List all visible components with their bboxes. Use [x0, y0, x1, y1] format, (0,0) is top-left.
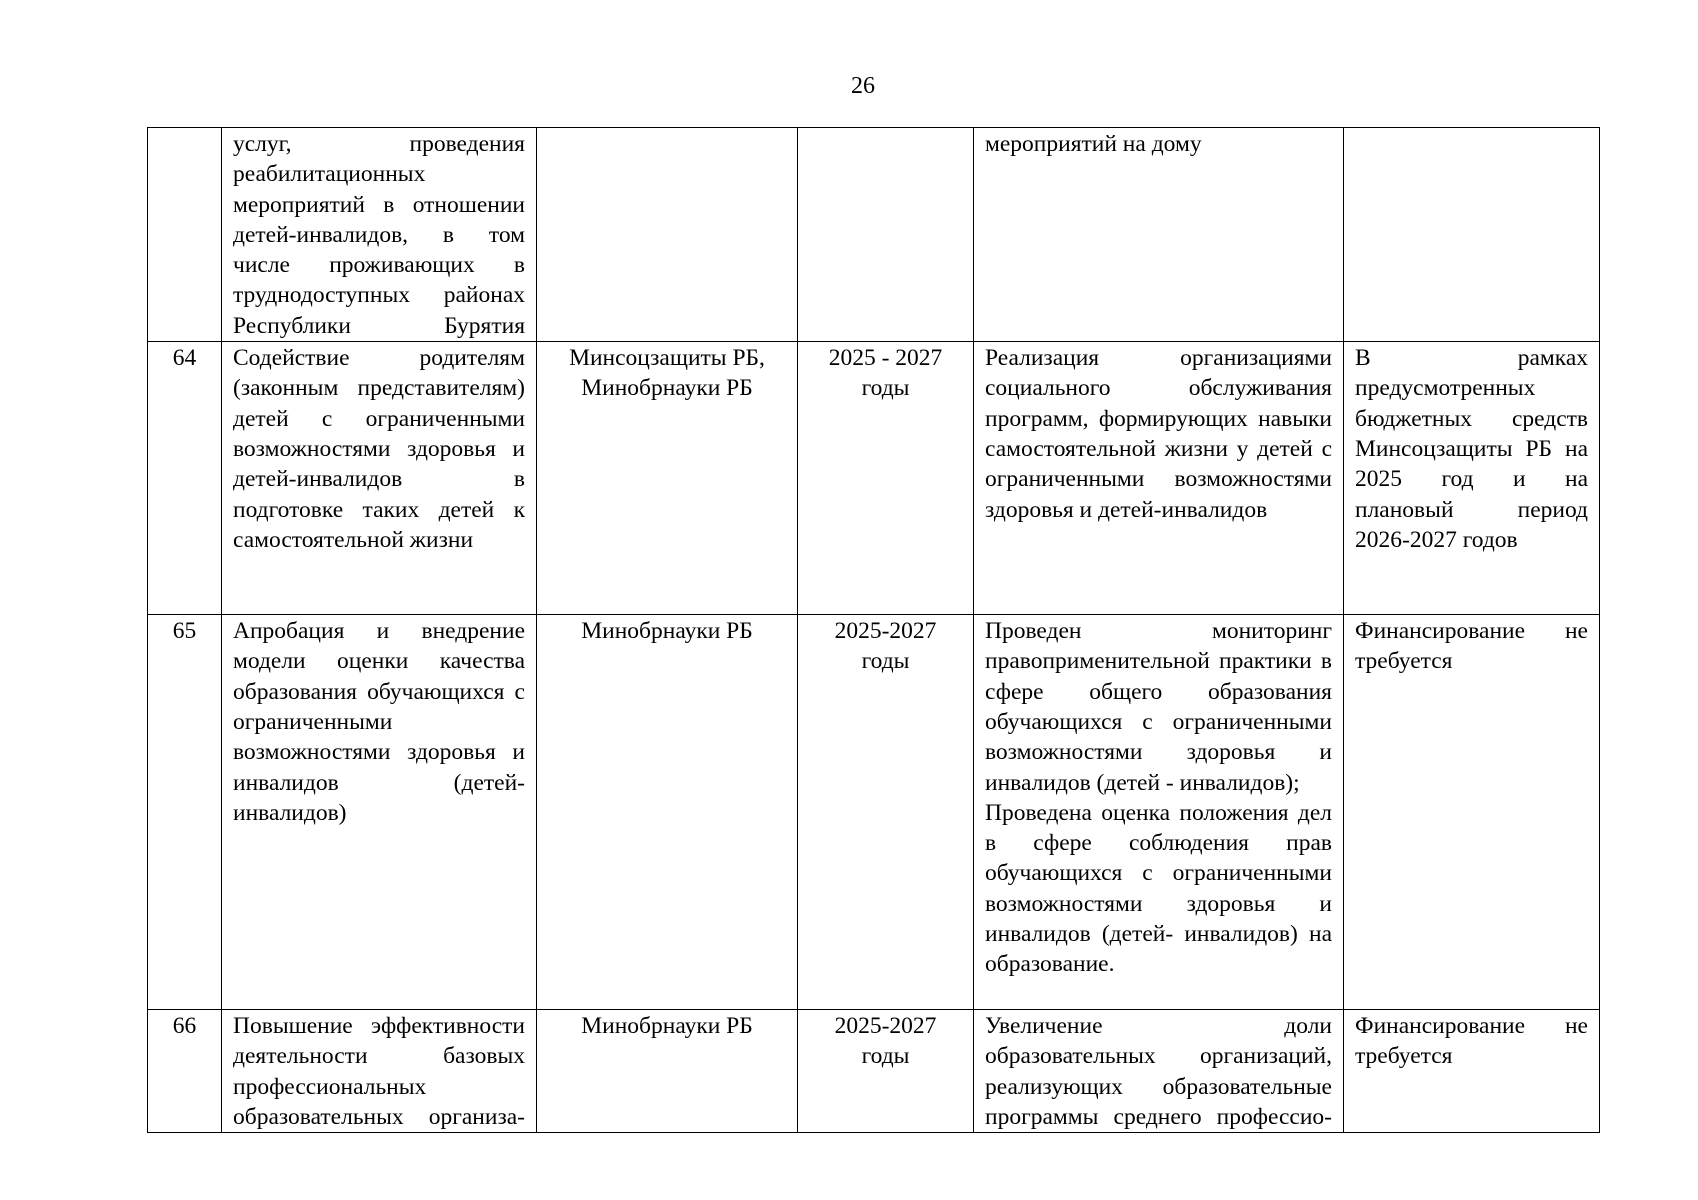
row-number [148, 128, 222, 342]
table-row [148, 615, 1600, 1010]
table-row [148, 128, 1600, 342]
expected-result: мероприятий на дому [974, 128, 1344, 342]
financing-source: Финансирование не требуется [1344, 615, 1600, 1010]
expected-result-text: Увеличение доли образовательных организаций, реализующих образовательные программы среднего профессио- [985, 1013, 1332, 1130]
responsible-executors: Минсоцзащиты РБ, Минобрнауки РБ [537, 342, 798, 615]
expected-result-paragraph: Проведена оценка положения дел в сфере соблюдения прав обучающихся с ограниченными возможностями здоровья и инвалидов (детей- инвалидов) на образование. [985, 799, 1332, 978]
row-number: 66 [148, 1010, 222, 1133]
implementation-term [798, 128, 974, 342]
measure-name: Содействие родителям (законным представителям) детей с ограниченными возможностями здоровья и детей-инвалидов в подготовке таких детей к самостоятельной жизни [222, 342, 537, 615]
measure-name: Апробация и внедрение модели оценки качества образования обучающихся с ограниченными возможностями здоровья и инвалидов (детей-инвалидов) [222, 615, 537, 1010]
financing-source: В рамках предусмотренных бюджетных средств Минсоцзащиты РБ на 2025 год и на плановый период 2026-2027 годов [1344, 342, 1600, 615]
financing-source: Финансирование не требуется [1344, 1010, 1600, 1133]
expected-result: Реализация организациями социального обслуживания программ, формирующих навыки самостоятельной жизни у детей с ограниченными возможностями здоровья и детей-инвалидов [974, 342, 1344, 615]
financing-source [1344, 128, 1600, 342]
row-number: 65 [148, 615, 222, 1010]
table-row [148, 342, 1600, 615]
measures-table [147, 127, 1600, 1133]
responsible-executors: Минобрнауки РБ [537, 615, 798, 1010]
expected-result [974, 615, 1344, 1010]
implementation-term: 2025-2027 годы [798, 615, 974, 1010]
table-row [148, 1010, 1600, 1133]
measure-name-text: Повышение эффективности деятельности базовых профессиональных образовательных организа- [233, 1013, 525, 1130]
measure-name [222, 1010, 537, 1133]
expected-result [974, 1010, 1344, 1133]
implementation-term: 2025 - 2027 годы [798, 342, 974, 615]
responsible-executors: Минобрнауки РБ [537, 1010, 798, 1133]
page-number: 26 [851, 73, 875, 99]
expected-result-paragraph: Проведен мониторинг правоприменительной практики в сфере общего образования обучающихся с ограниченными возможностями здоровья и инвалидов (детей - инвалидов); [985, 618, 1332, 796]
responsible-executors [537, 128, 798, 342]
row-number: 64 [148, 342, 222, 615]
measure-name-text: услуг, проведения реабилитационных мероприятий в отношении детей-инвалидов, в том числе проживающих в труднодоступных районах Республики Бурятия [233, 131, 525, 339]
implementation-term: 2025-2027 годы [798, 1010, 974, 1133]
measure-name [222, 128, 537, 342]
